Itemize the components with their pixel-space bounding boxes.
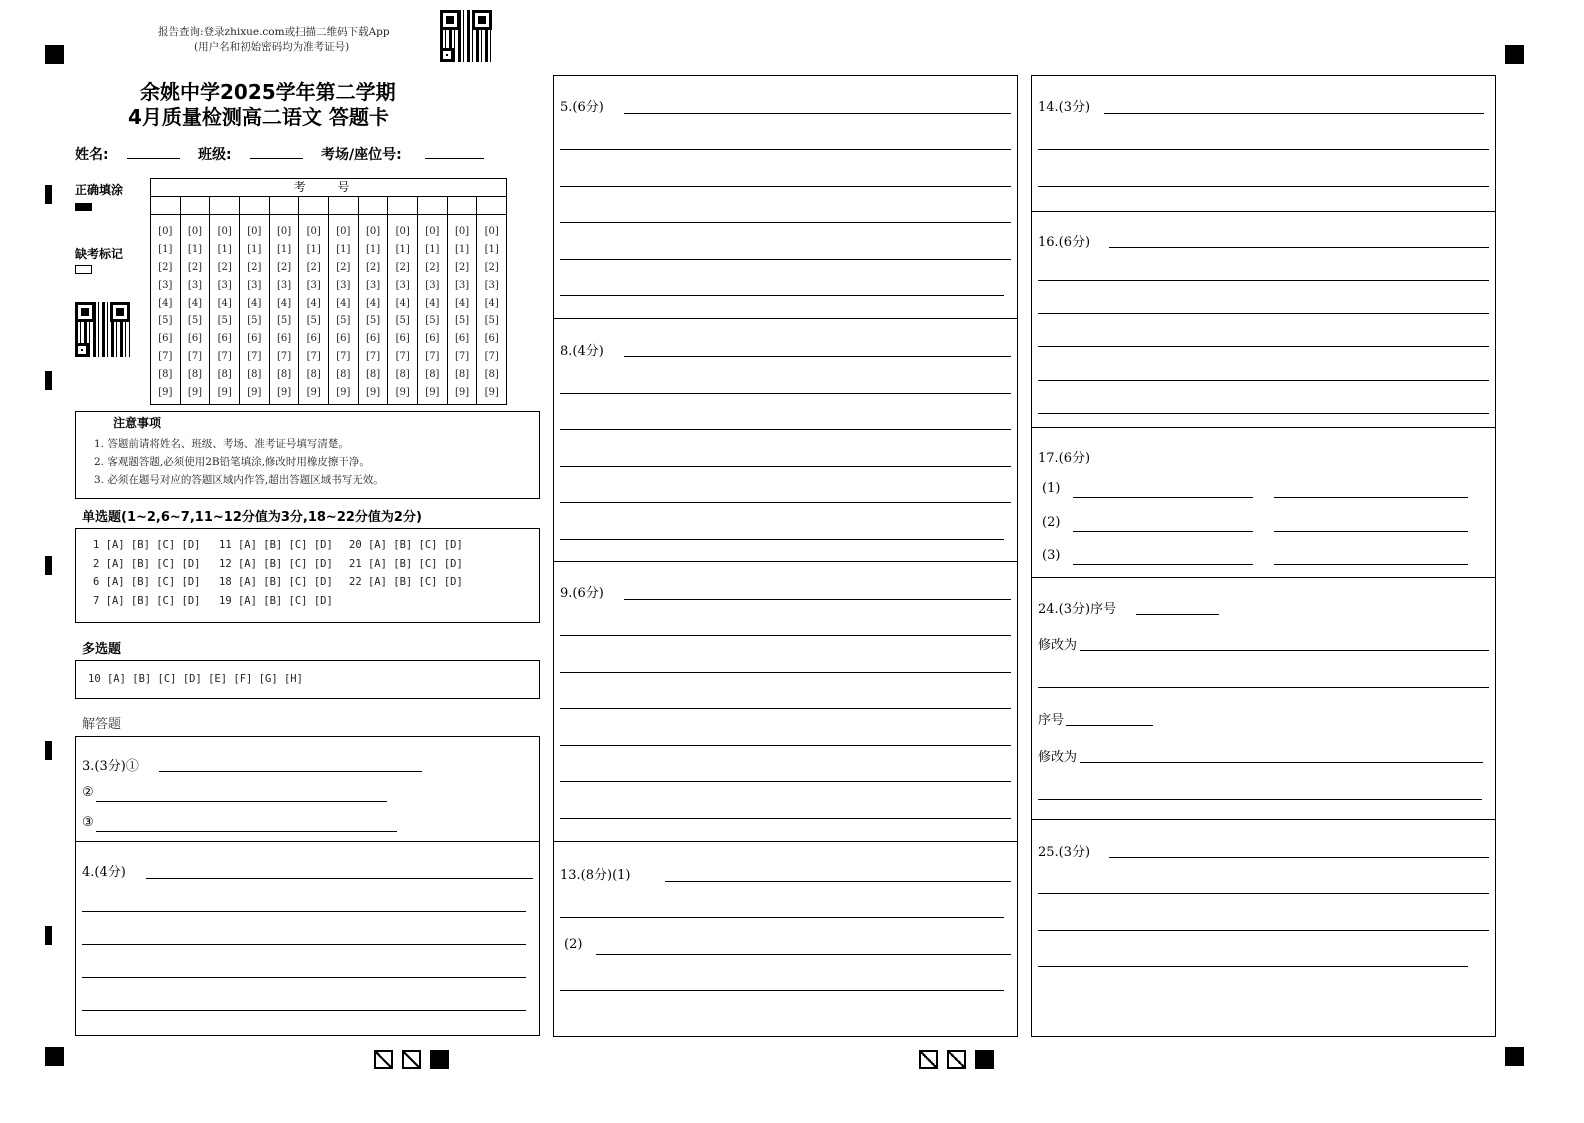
q3-label-3: ③ (82, 815, 94, 830)
single-choice-row[interactable]: 11 [A] [B] [C] [D] (219, 539, 333, 551)
q4-answer-line[interactable] (82, 911, 526, 912)
q24-answer-line[interactable] (1080, 762, 1483, 763)
notice-title: 注意事项 (113, 416, 162, 430)
q3-label-2: ② (82, 785, 94, 800)
exam-digit-bubble[interactable]: [3] (336, 279, 351, 291)
exam-digit-bubble[interactable]: [9] (158, 387, 173, 399)
exam-digit-bubble[interactable]: [7] (187, 351, 203, 363)
q17-answer-line[interactable] (1073, 497, 1253, 498)
corner-mark-tr (1505, 45, 1524, 64)
exam-digit-bubble[interactable]: [5] (454, 315, 470, 327)
exam-number-column (418, 197, 448, 404)
q17-box (1031, 427, 1496, 578)
q8-answer-line[interactable] (560, 393, 1011, 394)
q17-answer-line[interactable] (1274, 531, 1468, 532)
q4-answer-line[interactable] (82, 944, 526, 945)
exam-digit-bubble[interactable]: [7] (247, 351, 262, 363)
exam-digit-bubble[interactable]: [8] (365, 369, 381, 381)
notice-box (75, 411, 540, 499)
q13-answer-line[interactable] (560, 917, 1004, 918)
exam-digit-bubble[interactable]: [6] (454, 333, 470, 345)
page-title-line-2: 4月质量检测高二语文 答题卡 (128, 105, 389, 129)
q14-box (1031, 75, 1496, 212)
exam-digit-bubble[interactable]: [5] (365, 315, 381, 327)
q24-box (1031, 577, 1496, 820)
exam-digit-bubble[interactable]: [4] (158, 297, 173, 309)
corner-mark-br (1505, 1047, 1524, 1066)
q8-answer-line[interactable] (624, 356, 1011, 357)
notice-item-2: 2. 客观题答题,必须使用2B铅笔填涂,修改时用橡皮擦干净。 (94, 456, 370, 468)
q17-answer-line[interactable] (1073, 564, 1253, 565)
qr-code-icon (75, 302, 130, 357)
single-choice-row[interactable]: 2 [A] [B] [C] [D] (93, 557, 201, 570)
page-mark-hatched-icon (402, 1050, 421, 1069)
page-mark-hatched-icon (919, 1050, 938, 1069)
corner-mark-tl (45, 45, 64, 64)
exam-digit-bubble[interactable]: [6] (336, 333, 351, 345)
q8-answer-line[interactable] (560, 539, 1004, 540)
corner-mark-bl (45, 1047, 64, 1066)
answer-section-title: 解答题 (82, 717, 122, 732)
exam-number-write-cell[interactable] (448, 197, 477, 215)
q13-answer-line[interactable] (665, 881, 1011, 882)
exam-digit-bubble[interactable]: [9] (454, 387, 470, 399)
exam-number-column (448, 197, 478, 404)
q16-answer-line[interactable] (1038, 413, 1489, 414)
exam-digit-bubble[interactable]: [7] (336, 351, 351, 363)
q24-answer-line[interactable] (1038, 687, 1489, 688)
exam-digit-bubble[interactable]: [1] (484, 243, 499, 255)
class-field[interactable] (250, 158, 303, 159)
exam-digit-bubble[interactable]: [2] (425, 261, 440, 273)
exam-digit-bubble[interactable]: [8] (484, 369, 499, 381)
exam-number-write-cell[interactable] (477, 197, 506, 215)
exam-digit-bubble[interactable]: [7] (425, 351, 440, 363)
exam-digit-bubble[interactable]: [8] (217, 369, 232, 381)
exam-digit-bubble[interactable]: [3] (484, 279, 499, 291)
page-mark-hatched-icon (947, 1050, 966, 1069)
exam-number-column (329, 197, 359, 404)
exam-digit-bubble[interactable]: [0] (395, 226, 410, 237)
q3-box (75, 736, 540, 842)
exam-digit-bubble[interactable]: [8] (247, 369, 262, 381)
page-mark-hatched-icon (374, 1050, 393, 1069)
exam-digit-bubble[interactable]: [2] (276, 261, 292, 273)
exam-digit-bubble[interactable]: [6] (187, 333, 203, 345)
q4-box (75, 841, 540, 1036)
exam-number-column (270, 197, 300, 404)
exam-number-column (388, 197, 418, 404)
exam-digit-bubble[interactable]: [6] (276, 333, 292, 345)
exam-digit-bubble[interactable]: [9] (484, 387, 499, 399)
q24-seq-line-2[interactable] (1066, 725, 1153, 726)
name-label: 姓名: (75, 147, 109, 163)
exam-digit-bubble[interactable]: [8] (306, 369, 321, 381)
exam-digit-bubble[interactable]: [7] (365, 351, 381, 363)
exam-digit-bubble[interactable]: [8] (425, 369, 440, 381)
q24-seq-line[interactable] (1136, 614, 1219, 615)
q4-answer-line[interactable] (146, 878, 533, 879)
correct-fill-sample (75, 203, 92, 211)
timing-mark (45, 185, 52, 204)
q25-answer-line[interactable] (1038, 930, 1489, 931)
exam-digit-bubble[interactable]: [4] (187, 297, 203, 309)
exam-digit-bubble[interactable]: [8] (187, 369, 203, 381)
exam-digit-bubble[interactable]: [6] (425, 333, 440, 345)
exam-digit-bubble[interactable]: [5] (276, 315, 292, 327)
exam-digit-bubble[interactable]: [0] (217, 226, 232, 237)
q17-label-1: (1) (1042, 481, 1061, 496)
exam-digit-bubble[interactable]: [0] (336, 226, 351, 237)
single-choice-title: 单选题(1~2,6~7,11~12分值为3分,18~22分值为2分) (82, 510, 422, 525)
exam-digit-bubble[interactable]: [2] (484, 261, 499, 273)
exam-digit-bubble[interactable]: [3] (425, 279, 440, 291)
exam-digit-bubble[interactable]: [1] (247, 243, 262, 255)
q24-modify-label-2: 修改为 (1038, 750, 1078, 765)
q8-answer-line[interactable] (560, 429, 1011, 430)
q5-answer-line[interactable] (624, 113, 1011, 114)
q14-label: 14.(3分) (1038, 100, 1091, 115)
q16-answer-line[interactable] (1038, 313, 1489, 314)
single-choice-row[interactable]: 18 [A] [B] [C] [D] (219, 576, 333, 589)
q3-label: 3.(3分)① (82, 759, 139, 774)
exam-digit-bubble[interactable]: [1] (336, 243, 351, 255)
q4-answer-line[interactable] (82, 977, 526, 978)
single-choice-row[interactable]: 20 [A] [B] [C] [D] (349, 539, 463, 551)
exam-digit-bubble[interactable]: [2] (158, 261, 173, 273)
exam-digit-bubble[interactable]: [5] (395, 315, 410, 327)
exam-digit-bubble[interactable]: [5] (247, 315, 262, 327)
single-choice-row[interactable]: 1 [A] [B] [C] [D] (93, 539, 201, 551)
q9-label: 9.(6分) (560, 586, 604, 601)
room-field[interactable] (425, 158, 484, 159)
exam-digit-bubble[interactable]: [1] (187, 243, 203, 255)
exam-digit-bubble[interactable]: [0] (158, 226, 173, 237)
exam-digit-bubble[interactable]: [5] (217, 315, 232, 327)
exam-digit-bubble[interactable]: [9] (425, 387, 440, 399)
q5-answer-line[interactable] (560, 295, 1004, 296)
q25-answer-line[interactable] (1038, 893, 1489, 894)
page-mark-solid (430, 1050, 449, 1069)
exam-digit-bubble[interactable]: [5] (158, 315, 173, 327)
exam-number-column (477, 197, 506, 404)
exam-digit-bubble[interactable]: [7] (306, 351, 321, 363)
exam-digit-bubble[interactable]: [2] (187, 261, 203, 273)
q3-answer-line-1[interactable] (159, 771, 422, 772)
exam-digit-bubble[interactable]: [8] (336, 369, 351, 381)
notice-item-1: 1. 答题前请将姓名、班级、考场、准考证号填写清楚。 (94, 438, 349, 450)
single-choice-box (75, 528, 540, 623)
q3-answer-line-2[interactable] (96, 801, 387, 802)
q9-answer-line[interactable] (560, 635, 1011, 636)
exam-digit-bubble[interactable]: [8] (454, 369, 470, 381)
exam-digit-bubble[interactable]: [3] (395, 279, 410, 291)
exam-digit-bubble[interactable]: [8] (158, 369, 173, 381)
exam-digit-bubble[interactable]: [1] (425, 243, 440, 255)
exam-digit-bubble[interactable]: [2] (454, 261, 470, 273)
exam-digit-bubble[interactable]: [5] (187, 315, 203, 327)
exam-digit-bubble[interactable]: [7] (217, 351, 232, 363)
exam-digit-bubble[interactable]: [9] (336, 387, 351, 399)
q8-label: 8.(4分) (560, 344, 604, 359)
exam-digit-bubble[interactable]: [4] (395, 297, 410, 309)
name-field[interactable] (127, 158, 180, 159)
exam-number-write-cell[interactable] (418, 197, 447, 215)
exam-digit-bubble[interactable]: [4] (306, 297, 321, 309)
q25-answer-line[interactable] (1038, 966, 1468, 967)
q24-label: 24.(3分)序号 (1038, 602, 1117, 617)
exam-digit-bubble[interactable]: [1] (276, 243, 292, 255)
exam-digit-bubble[interactable]: [4] (217, 297, 232, 309)
exam-digit-bubble[interactable]: [9] (395, 387, 410, 399)
exam-digit-bubble[interactable]: [0] (247, 226, 262, 237)
exam-number-column (151, 197, 181, 404)
exam-number-column (181, 197, 211, 404)
exam-digit-bubble[interactable]: [3] (187, 279, 203, 291)
q13-answer-line[interactable] (560, 990, 1004, 991)
q16-label: 16.(6分) (1038, 235, 1091, 250)
exam-number-write-cell[interactable] (240, 197, 269, 215)
exam-number-column (210, 197, 240, 404)
notice-item-3: 3. 必须在题号对应的答题区域内作答,超出答题区域书写无效。 (94, 474, 384, 486)
exam-digit-bubble[interactable]: [9] (217, 387, 232, 399)
qr-code-icon (440, 10, 492, 62)
exam-digit-bubble[interactable]: [9] (247, 387, 262, 399)
exam-digit-bubble[interactable]: [3] (276, 279, 292, 291)
exam-digit-bubble[interactable]: [0] (425, 226, 440, 237)
exam-number-write-cell[interactable] (329, 197, 358, 215)
exam-digit-bubble[interactable]: [0] (484, 226, 499, 237)
exam-digit-bubble[interactable]: [7] (454, 351, 470, 363)
q9-answer-line[interactable] (560, 818, 1011, 819)
absent-mark-box[interactable] (75, 265, 92, 274)
correct-fill-label: 正确填涂 (75, 183, 124, 197)
exam-number-write-cell[interactable] (210, 197, 239, 215)
class-label: 班级: (198, 147, 232, 163)
q8-answer-line[interactable] (560, 466, 1011, 467)
q24-answer-line[interactable] (1038, 799, 1482, 800)
exam-number-write-cell[interactable] (388, 197, 417, 215)
q9-answer-line[interactable] (560, 708, 1011, 709)
single-choice-row[interactable]: 12 [A] [B] [C] [D] (219, 557, 333, 570)
q16-answer-line[interactable] (1109, 247, 1489, 248)
single-choice-row[interactable]: 19 [A] [B] [C] [D] (219, 595, 333, 608)
exam-number-column (240, 197, 270, 404)
exam-digit-bubble[interactable]: [0] (365, 226, 381, 237)
exam-digit-bubble[interactable]: [9] (187, 387, 203, 399)
room-label: 考场/座位号: (321, 147, 402, 163)
q13-box (553, 841, 1018, 1037)
exam-digit-bubble[interactable]: [2] (247, 261, 262, 273)
exam-digit-bubble[interactable]: [1] (365, 243, 381, 255)
exam-digit-bubble[interactable]: [1] (454, 243, 470, 255)
q16-box (1031, 211, 1496, 428)
exam-digit-bubble[interactable]: [0] (276, 226, 292, 237)
q16-answer-line[interactable] (1038, 346, 1489, 347)
exam-digit-bubble[interactable]: [2] (217, 261, 232, 273)
single-choice-row[interactable]: 22 [A] [B] [C] [D] (349, 576, 463, 589)
exam-digit-bubble[interactable]: [2] (395, 261, 410, 273)
exam-digit-bubble[interactable]: [4] (247, 297, 262, 309)
exam-digit-bubble[interactable]: [1] (217, 243, 232, 255)
q4-label: 4.(4分) (82, 865, 126, 880)
exam-digit-bubble[interactable]: [6] (217, 333, 232, 345)
exam-digit-bubble[interactable]: [6] (247, 333, 262, 345)
q5-answer-line[interactable] (560, 186, 1011, 187)
q5-label: 5.(6分) (560, 100, 604, 115)
exam-digit-bubble[interactable]: [2] (306, 261, 321, 273)
exam-digit-bubble[interactable]: [5] (484, 315, 499, 327)
exam-digit-bubble[interactable]: [4] (454, 297, 470, 309)
exam-number-write-cell[interactable] (299, 197, 328, 215)
exam-digit-bubble[interactable]: [0] (454, 226, 470, 237)
absent-mark-label: 缺考标记 (75, 247, 124, 261)
q5-answer-line[interactable] (560, 149, 1011, 150)
exam-digit-bubble[interactable]: [6] (365, 333, 381, 345)
q25-box (1031, 819, 1496, 1037)
exam-digit-bubble[interactable]: [6] (484, 333, 499, 345)
q25-answer-line[interactable] (1109, 857, 1489, 858)
q14-answer-line[interactable] (1038, 186, 1489, 187)
exam-digit-bubble[interactable]: [3] (217, 279, 232, 291)
exam-number-grid (150, 178, 507, 405)
exam-number-write-cell[interactable] (359, 197, 388, 215)
q13-answer-line[interactable] (596, 954, 1011, 955)
exam-number-write-cell[interactable] (181, 197, 210, 215)
exam-digit-bubble[interactable]: [6] (306, 333, 321, 345)
exam-digit-bubble[interactable]: [5] (306, 315, 321, 327)
single-choice-row[interactable]: 6 [A] [B] [C] [D] (93, 576, 201, 589)
page-mark-solid (975, 1050, 994, 1069)
exam-digit-bubble[interactable]: [4] (484, 297, 499, 309)
timing-mark (45, 371, 52, 390)
exam-digit-bubble[interactable]: [7] (484, 351, 499, 363)
page-title-line-1: 余姚中学2025学年第二学期 (140, 80, 396, 104)
q9-box (553, 561, 1018, 842)
exam-digit-bubble[interactable]: [4] (276, 297, 292, 309)
exam-digit-bubble[interactable]: [0] (187, 226, 203, 237)
exam-digit-bubble[interactable]: [4] (336, 297, 351, 309)
exam-digit-bubble[interactable]: [9] (365, 387, 381, 399)
exam-digit-bubble[interactable]: [4] (365, 297, 381, 309)
q24-seq-label: 序号 (1038, 713, 1065, 728)
q16-answer-line[interactable] (1038, 380, 1489, 381)
exam-number-write-cell[interactable] (151, 197, 180, 215)
q16-answer-line[interactable] (1038, 280, 1489, 281)
single-choice-row[interactable]: 21 [A] [B] [C] [D] (349, 557, 463, 570)
q24-answer-line[interactable] (1080, 650, 1489, 651)
timing-mark (45, 926, 52, 945)
q17-label-2: (2) (1042, 515, 1061, 530)
exam-digit-bubble[interactable]: [0] (306, 226, 321, 237)
multi-choice-title: 多选题 (82, 642, 122, 657)
exam-digit-bubble[interactable]: [3] (365, 279, 381, 291)
exam-digit-bubble[interactable]: [1] (395, 243, 410, 255)
exam-digit-bubble[interactable]: [2] (336, 261, 351, 273)
report-line-1: 报告查询:登录zhixue.com或扫描二维码下载App (158, 26, 390, 38)
q13-label: 13.(8分)(1) (560, 868, 631, 883)
timing-mark (45, 741, 52, 760)
q5-box (553, 75, 1018, 319)
q9-answer-line[interactable] (560, 781, 1011, 782)
exam-number-write-cell[interactable] (270, 197, 299, 215)
exam-digit-bubble[interactable]: [5] (425, 315, 440, 327)
exam-digit-bubble[interactable]: [8] (395, 369, 410, 381)
single-choice-row[interactable]: 7 [A] [B] [C] [D] (93, 595, 201, 608)
timing-mark (45, 556, 52, 575)
q14-answer-line[interactable] (1104, 113, 1484, 114)
multi-choice-row-10[interactable]: 10 [A] [B] [C] [D] [E] [F] [G] [H] (88, 673, 303, 685)
multi-choice-box (75, 660, 540, 699)
exam-digit-bubble[interactable]: [7] (395, 351, 410, 363)
exam-digit-bubble[interactable]: [6] (158, 333, 173, 345)
q17-answer-line[interactable] (1274, 564, 1468, 565)
exam-digit-bubble[interactable]: [9] (276, 387, 292, 399)
q14-answer-line[interactable] (1038, 149, 1489, 150)
exam-number-column (299, 197, 329, 404)
exam-digit-bubble[interactable]: [7] (276, 351, 292, 363)
exam-digit-bubble[interactable]: [3] (306, 279, 321, 291)
exam-digit-bubble[interactable]: [3] (454, 279, 470, 291)
q13-label-2: (2) (564, 937, 583, 952)
exam-digit-bubble[interactable]: [3] (247, 279, 262, 291)
exam-number-column (359, 197, 389, 404)
exam-digit-bubble[interactable]: [6] (395, 333, 410, 345)
q4-answer-line[interactable] (82, 1010, 526, 1011)
exam-digit-bubble[interactable]: [1] (306, 243, 321, 255)
q24-modify-label: 修改为 (1038, 638, 1078, 653)
exam-digit-bubble[interactable]: [9] (306, 387, 321, 399)
exam-digit-bubble[interactable]: [5] (336, 315, 351, 327)
q5-answer-line[interactable] (560, 259, 1011, 260)
q5-answer-line[interactable] (560, 222, 1011, 223)
q3-answer-line-3[interactable] (96, 831, 397, 832)
exam-digit-bubble[interactable]: [4] (425, 297, 440, 309)
exam-digit-bubble[interactable]: [1] (158, 243, 173, 255)
q17-label: 17.(6分) (1038, 451, 1091, 466)
q9-answer-line[interactable] (560, 672, 1011, 673)
q17-answer-line[interactable] (1274, 497, 1468, 498)
q17-answer-line[interactable] (1073, 531, 1253, 532)
q8-box (553, 318, 1018, 562)
q8-answer-line[interactable] (560, 502, 1011, 503)
exam-digit-bubble[interactable]: [8] (276, 369, 292, 381)
exam-digit-bubble[interactable]: [2] (365, 261, 381, 273)
exam-digit-bubble[interactable]: [7] (158, 351, 173, 363)
q9-answer-line[interactable] (624, 599, 1011, 600)
exam-number-header: 考 号 (151, 179, 506, 197)
q17-label-3: (3) (1042, 548, 1061, 563)
q9-answer-line[interactable] (560, 745, 1011, 746)
exam-digit-bubble[interactable]: [3] (158, 279, 173, 291)
report-line-2: (用户名和初始密码均为准考证号) (194, 41, 350, 53)
q25-label: 25.(3分) (1038, 845, 1091, 860)
